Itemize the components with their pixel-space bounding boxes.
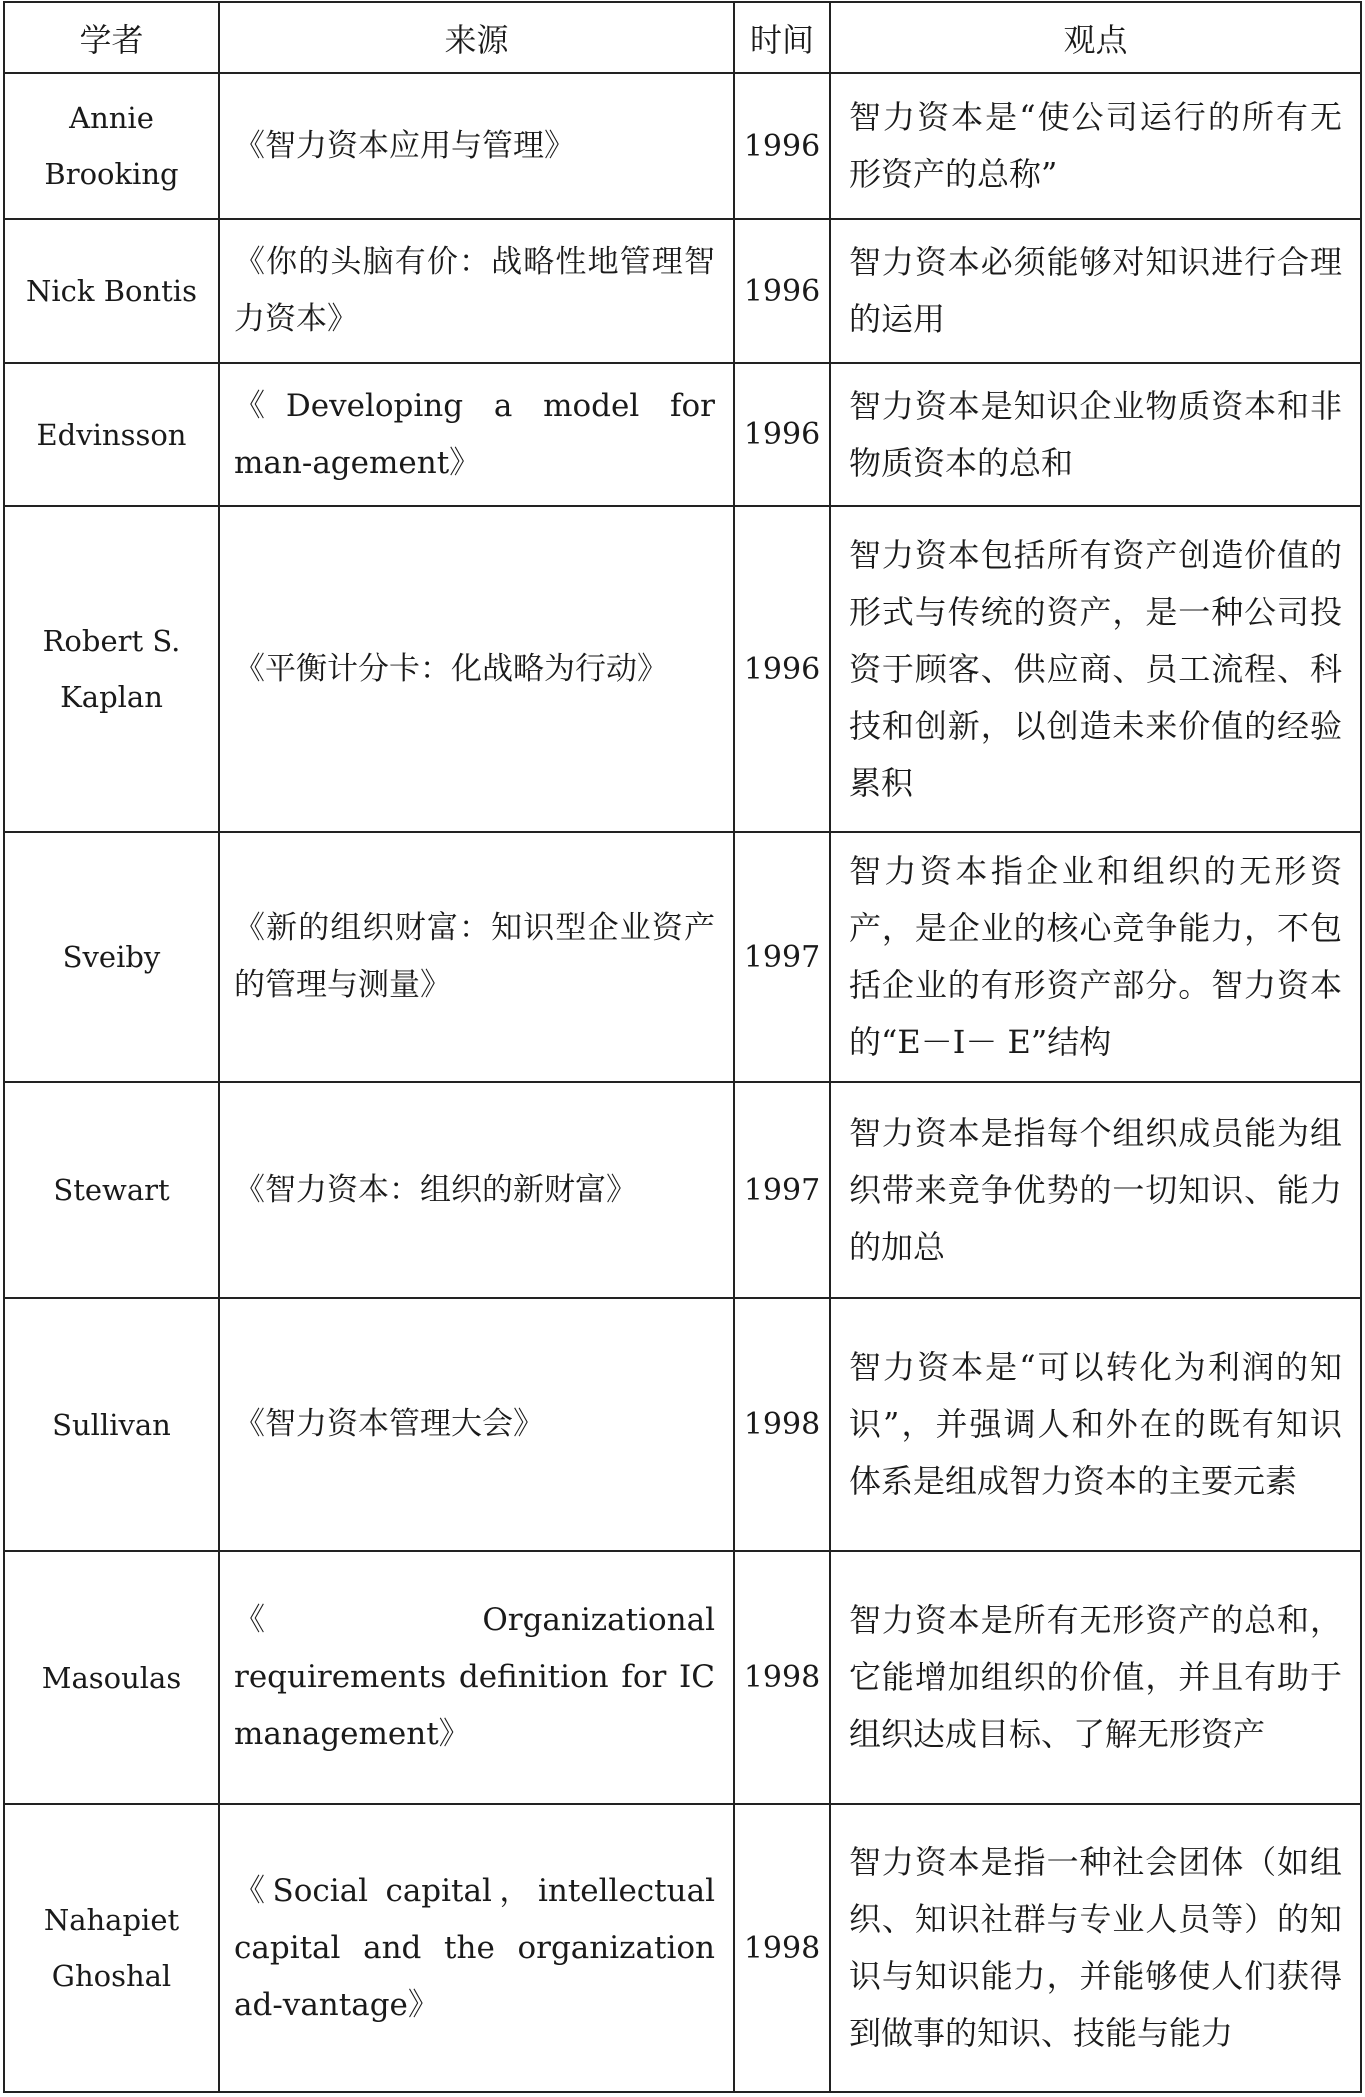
cell-time: 1996 — [734, 219, 830, 363]
header-view: 观点 — [830, 2, 1361, 73]
cell-time: 1998 — [734, 1551, 830, 1804]
cell-view: 智力资本是“使公司运行的所有无形资产的总称” — [830, 73, 1361, 219]
scholar-name-line: Kaplan — [60, 680, 163, 714]
cell-scholar — [4, 73, 219, 219]
cell-view: 智力资本必须能够对知识进行合理的运用 — [830, 219, 1361, 363]
table-row — [4, 363, 1361, 506]
scholar-name-line: Ghoshal — [51, 1959, 172, 1993]
cell-source: 《新的组织财富：知识型企业资产的管理与测量》 — [219, 832, 734, 1082]
cell-time: 1996 — [734, 506, 830, 832]
cell-scholar — [4, 1551, 219, 1804]
table-row — [4, 1804, 1361, 2092]
table-row — [4, 219, 1361, 363]
cell-source: 《你的头脑有价：战略性地管理智力资本》 — [219, 219, 734, 363]
table-row — [4, 832, 1361, 1082]
cell-scholar — [4, 219, 219, 363]
scholar-name-line: Nahapiet — [43, 1903, 180, 1937]
cell-view: 智力资本是指每个组织成员能为组织带来竞争优势的一切知识、能力的加总 — [830, 1082, 1361, 1298]
cell-scholar — [4, 1298, 219, 1551]
cell-time: 1996 — [734, 73, 830, 219]
cell-scholar — [4, 832, 219, 1082]
cell-view: 智力资本是“可以转化为利润的知识”，并强调人和外在的既有知识体系是组成智力资本的主要元素 — [830, 1298, 1361, 1551]
cell-source: 《平衡计分卡：化战略为行动》 — [219, 506, 734, 832]
header-source: 来源 — [219, 2, 734, 73]
cell-time: 1998 — [734, 1804, 830, 2092]
table-header — [4, 2, 1361, 73]
cell-view: 智力资本包括所有资产创造价值的形式与传统的资产，是一种公司投资于顾客、供应商、员工流程、科技和创新，以创造未来价值的经验累积 — [830, 506, 1361, 832]
scholar-name-line: Brooking — [44, 157, 179, 191]
scholar-definitions-table — [3, 1, 1362, 2093]
cell-view: 智力资本是指一种社会团体（如组织、知识社群与专业人员等）的知识与知识能力，并能够使人们获得到做事的知识、技能与能力 — [830, 1804, 1361, 2092]
header-time: 时间 — [734, 2, 830, 73]
cell-source: 《智力资本：组织的新财富》 — [219, 1082, 734, 1298]
scholar-name-line: Sveiby — [62, 940, 161, 974]
scholar-name-line: Nick Bontis — [26, 274, 197, 308]
scholar-name-line: Sullivan — [52, 1407, 171, 1442]
cell-view: 智力资本是知识企业物质资本和非物质资本的总和 — [830, 363, 1361, 506]
scholar-name-line: Edvinsson — [36, 417, 187, 452]
cell-source: 《Social capital，intellectual capital and the organization ad-vantage》 — [219, 1804, 734, 2092]
header-row — [4, 2, 1361, 73]
cell-scholar — [4, 1804, 219, 2092]
table-row — [4, 1082, 1361, 1298]
header-scholar: 学者 — [4, 2, 219, 73]
cell-time: 1997 — [734, 1082, 830, 1298]
cell-source: 《Developing a model for man-agement》 — [219, 363, 734, 506]
cell-scholar — [4, 506, 219, 832]
cell-scholar — [4, 1082, 219, 1298]
scholar-name-line: Masoulas — [41, 1660, 182, 1695]
cell-time: 1997 — [734, 832, 830, 1082]
cell-source: 《智力资本管理大会》 — [219, 1298, 734, 1551]
cell-view: 智力资本是所有无形资产的总和，它能增加组织的价值，并且有助于组织达成目标、了解无形资产 — [830, 1551, 1361, 1804]
cell-time: 1998 — [734, 1298, 830, 1551]
table-row — [4, 1298, 1361, 1551]
scholar-name-line: Stewart — [53, 1173, 170, 1207]
table-body — [4, 73, 1361, 2092]
cell-scholar — [4, 363, 219, 506]
scholar-name-line: Annie — [69, 101, 154, 135]
table-row — [4, 1551, 1361, 1804]
cell-source: 《Organizational requirements definition for IC management》 — [219, 1551, 734, 1804]
scholar-name-line: Robert S. — [42, 624, 181, 658]
table-row — [4, 506, 1361, 832]
cell-view: 智力资本指企业和组织的无形资产，是企业的核心竞争能力，不包括企业的有形资产部分。智力资本的“E－I－ E”结构 — [830, 832, 1361, 1082]
table-row — [4, 73, 1361, 219]
cell-time: 1996 — [734, 363, 830, 506]
cell-source: 《智力资本应用与管理》 — [219, 73, 734, 219]
